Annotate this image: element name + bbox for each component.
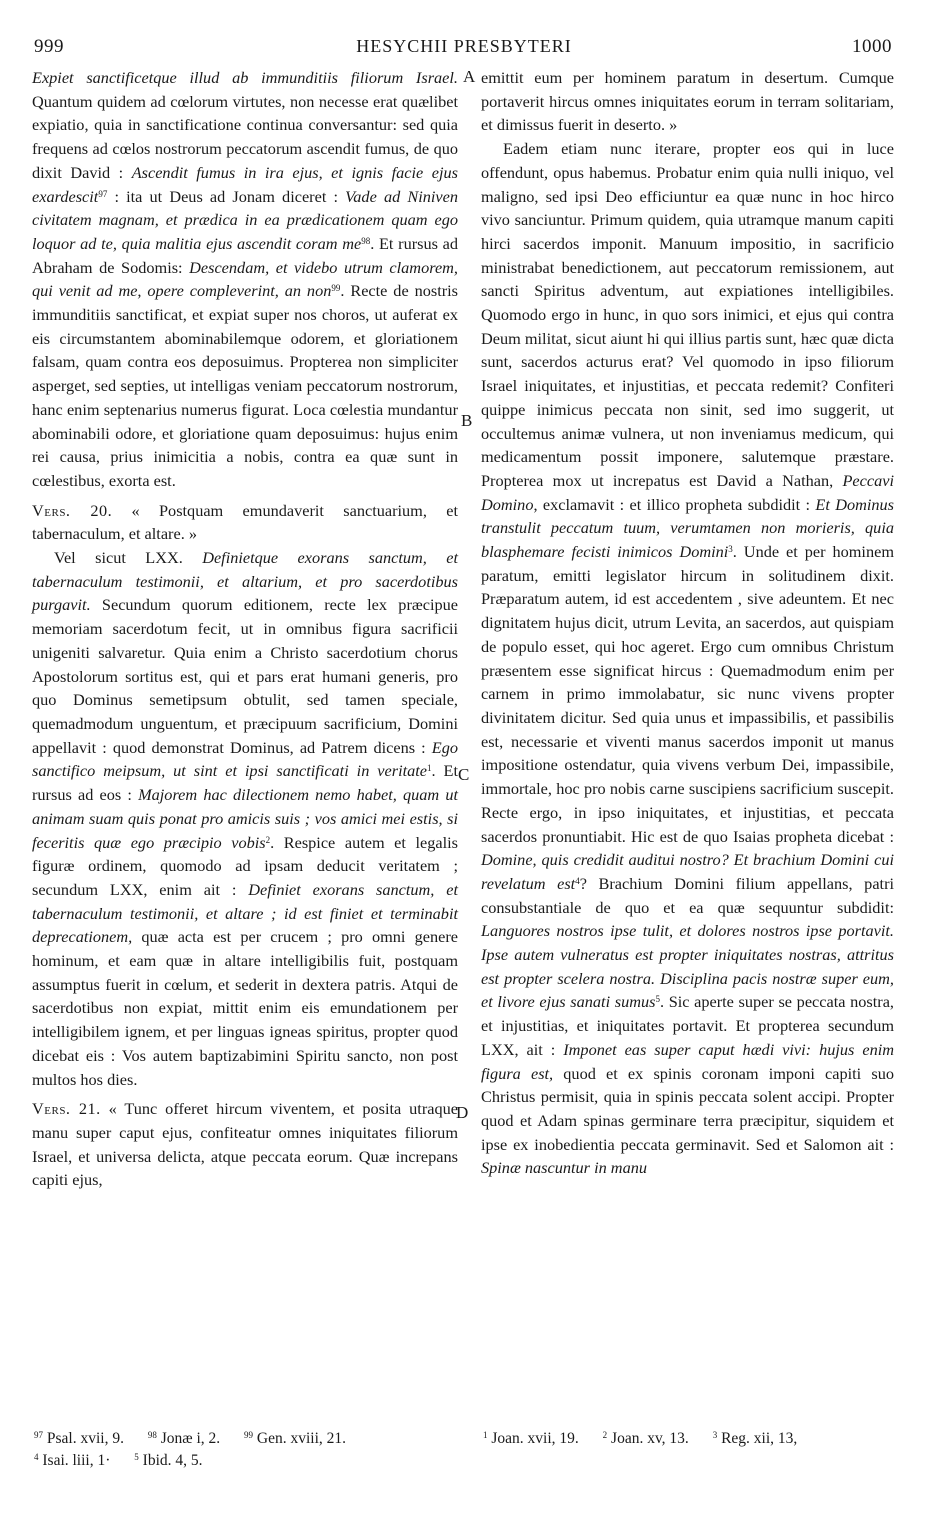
footnote-ref: 5 bbox=[655, 994, 660, 1005]
footnote bbox=[134, 1452, 212, 1469]
footnote bbox=[148, 1430, 230, 1447]
footnote-ref: 1 bbox=[427, 763, 432, 774]
text-run: Vel sicut LXX. bbox=[54, 548, 203, 568]
quotation: Spinæ nascuntur in manu bbox=[481, 1158, 647, 1178]
quotation: Domine, quis credidit auditui nostro? Et brachium Domini cui revelatum est bbox=[481, 850, 894, 893]
footnote bbox=[713, 1430, 808, 1447]
quotation: Descendam, et videbo utrum clamorem, qui venit ad me, opere compleverint, an non bbox=[32, 257, 458, 301]
footnote-mark: 2 bbox=[602, 1430, 608, 1440]
footnotes-right bbox=[483, 1428, 894, 1450]
quotation: Definiet exorans sanctum, et tabernaculum testimonii, et altare ; id est finiet et terminabit deprecationem, bbox=[32, 879, 459, 947]
footnote bbox=[603, 1430, 699, 1447]
margin-letter-a: A bbox=[463, 67, 476, 86]
footnote-mark: 5 bbox=[134, 1452, 139, 1462]
text-run: . Respice autem et legalis figuræ ordinem, quomodo ad ipsam deducit veritatem ; secundum LXX, enim ait : bbox=[32, 832, 458, 899]
footnote-line bbox=[34, 1450, 460, 1472]
text-run: . Recte de nostris immunditiis sanctificat, et expiat super nos choros, ut auferat ex eis circumstantem abominabilemque odorem, et gloriationem falsam, quam contra eos deposuimus. Propterea non simpliciter asperget, sed septies, ut intelligas veniam peccatorum nostrorum, hanc enim septenarius numerus figurat. Loca cœlestia mundantur abominabili odore, et gloriatione quam deposuimus: hujus enim rei causa, prius inimicitia a nobis, contra ea quæ sunt in cœlestibus, exorta est. bbox=[32, 281, 458, 490]
footnote-mark: 1 bbox=[483, 1430, 488, 1440]
footnote bbox=[244, 1430, 356, 1447]
footnote-mark: 3 bbox=[712, 1430, 718, 1440]
text-run: . Et rursus ad eos : bbox=[32, 761, 458, 805]
text-run: quod et ex spinis coronam imponi capiti suo Christus permisit, quia in spinis peccata solent accipi. Propter quod et Adam spinas germinare terra præcipitur, siquidem et ipse ex inobedientia peccata germinavit. Sed et Salomon ait : bbox=[481, 1063, 894, 1154]
verse-label: Vers. 21. bbox=[32, 1099, 101, 1119]
verse-text: « Tunc offeret hircum viventem, et posita utraque manu super caput ejus, confiteatur omnes iniquitates filiorum Israel, et universa delicta, atque peccata eorum. Quæ increpans capiti ejus, bbox=[32, 1099, 458, 1190]
quotation: Et Dominus transtulit peccatum tuum, verumtamen non morieris, quia blasphemare fecisti inimicos Domini bbox=[481, 494, 894, 562]
text-run: emittit eum per hominem paratum in desertum. Cumque portaverit hircus omnes iniquitates eorum in terram solitariam, et dimissus fuerit in deserto. » bbox=[481, 68, 894, 135]
footnote-ref: 97 bbox=[98, 188, 108, 199]
verse-label: Vers. 20. bbox=[32, 500, 113, 520]
footnote-text: Gen. xviii, 21. bbox=[256, 1430, 347, 1447]
margin-letter-c: C bbox=[458, 765, 470, 784]
margin-letter-d: D bbox=[456, 1103, 469, 1122]
text-run: Secundum quorum editionem, recte lex præcipue memoriam sacerdotum fecit, ut in omnibus figura sacrificii unigeniti salvaretur. Quia enim a Christo sacerdotium chorus Apostolorum sortitus est, qui et pars erat humani generis, pro quo Dominus semetipsum obtulit, sed tamen speciale, quemadmodum unguentum, et præcipuum sacrificium, Domini appellavit : quod demonstrat Dominus, ad Patrem dicens : bbox=[32, 595, 458, 757]
left-column bbox=[32, 66, 458, 1192]
right-column bbox=[481, 66, 894, 1180]
footnote-ref: 98 bbox=[361, 235, 371, 246]
text-run: : ita ut Deus ad Jonam diceret : bbox=[107, 186, 346, 206]
quotation: Imponet eas super caput hædi vivi: hujus enim figura est, bbox=[481, 1039, 894, 1083]
quotation: Languores nostros ipse tulit, et dolores nostros ipse portavit. Ipse autem vulneratus est propter iniquitates nostras, attritus est propter scelera nostra. Disciplina pacis nostræ super eum, et livore ejus sanati sumus bbox=[481, 921, 894, 1012]
footnote-text: Reg. xii, 13, bbox=[721, 1430, 798, 1447]
quotation: Definietque exorans sanctum, et tabernaculum testimonii, et altarium, et pro sacerdotibus purgavit. bbox=[32, 548, 458, 615]
verse-heading bbox=[32, 1097, 458, 1192]
footnote-text: Joan. xvii, 19. bbox=[491, 1430, 579, 1447]
footnote-ref: 99 bbox=[331, 283, 341, 294]
footnote bbox=[34, 1452, 120, 1469]
footnote-mark: 98 bbox=[147, 1430, 157, 1440]
footnotes-left bbox=[34, 1428, 460, 1472]
quotation: Peccavi Domino bbox=[481, 470, 894, 514]
text-run: . Et rursus ad Abraham de Sodomis: bbox=[32, 233, 458, 277]
paragraph bbox=[481, 137, 894, 1180]
footnote-ref: 3 bbox=[728, 544, 733, 555]
paragraph bbox=[481, 66, 894, 137]
footnote-mark: 97 bbox=[34, 1430, 43, 1440]
paragraph bbox=[32, 66, 458, 493]
text-run: . Unde et per hominem paratum, emitti legislator hircum in solitudinem dixit. Præparatum autem, id est accedentem , sive adeuntem. Et nec dignitatem hujus dicit, utrum Levita, an sacerdos, aut quispiam de populo esset, qui hoc ageret. Ergo cum omnibus Christum præsentem esse significat hircus : Quemadmodum enim per carnem in primo immolabatur, sic nunc vivens propter divinitatem dicitur. Sed quia unus et impassibilis, et passibilis est, necessarie et viventi manus sacerdos imponit ut manus impositione ostendatur, quia vivens verbum Dei, impassibile, immortale, hoc pro nobis carne suscipiens sacrificium suscepit. Recte ergo, in ipso iniquitates, et injustitias, et peccata sacerdos pronuntiabit. Hic est de quo Isaias propheta dicebat : bbox=[481, 542, 894, 846]
footnote bbox=[34, 1430, 134, 1447]
footnote-text: Isai. liii, 1· bbox=[42, 1452, 111, 1469]
footnote-line bbox=[483, 1428, 894, 1450]
page-number-right: 1000 bbox=[852, 36, 892, 57]
text-run: . Sic aperte super se peccata nostra, et injustitias, et iniquitates portavit. Et propterea secundum LXX, ait : bbox=[481, 992, 894, 1059]
paragraph bbox=[32, 546, 458, 1091]
footnote-mark: 99 bbox=[244, 1430, 254, 1440]
verse-heading bbox=[32, 499, 458, 546]
footnote-line bbox=[34, 1428, 460, 1450]
quotation: Expiet sanctificetque illud ab immunditiis filiorum Israel. bbox=[32, 68, 458, 87]
footnote-text: Joan. xv, 13. bbox=[611, 1430, 689, 1447]
footnote-text: Psal. xvii, 9. bbox=[46, 1430, 124, 1447]
page-number-left: 999 bbox=[34, 36, 64, 57]
text-run: Eadem etiam nunc iterare, propter eos qui in luce offendunt, opus habemus. Probatur enim quia nulli iniquo, vel maligno, sed ipsi Deo efficiuntur ea quæ nunc in hoc hirco vivo sanciuntur. Primum quidem, quia utramque manum capiti hirci sacerdos imponit. Manuum impositio, in sacrificio ministrabat benedictionem, aut peccatorum remissionem, aut sancti Spiritus adventum, aut expiationes intelligibiles. Quomodo ergo in hunc, in quo sors inimici, et ejus qui contra Deum militat, sicut aiunt hi qui illius partis sunt, hæc quæ dicta sunt, sacerdos acturus erat? Vel quomodo in ipso filiorum Israel iniquitates, et injustitias, et peccata redemit? Confiteri quippe inimicus peccata non sinit, sed imo suggerit, ut occultemus animæ vulnera, ut non inveniamus medicum, qui medicamentum possit imponere, salutemque præstare. Propterea mox ut increpatus est David a Nathan, bbox=[481, 139, 894, 490]
text-run: Quantum quidem ad cœlorum virtutes, non necesse erat quælibet expiatio, quia in sanctificatione continua conversantur: sed quia frequens ad cœlos nostrorum peccatorum ascendit fumus, de quo dixit David : bbox=[32, 91, 458, 182]
quotation: Ascendit fumus in ira ejus, et ignis facie ejus exardescit bbox=[32, 162, 459, 206]
text-run: quæ acta est per crucem ; pro omni genere hominum, et eam quæ in altare intelligibilis fuit, postquam assumptus fuerit in cœlum, et sederit in dextera patris. Atqui de sacerdotibus non expiat, mittit enim eis emundationem per intelligibilem ignem, et per linguas igneas spiritus, propter quod dicebat eis : Vos autem baptizabimini Spiritu sancto, non post multos hos dies. bbox=[32, 927, 458, 1089]
text-run: , exclamavit : et illico propheta subdidit : bbox=[533, 494, 816, 514]
footnote-text: Ibid. 4, 5. bbox=[142, 1452, 203, 1469]
running-title: HESYCHII PRESBYTERI bbox=[356, 36, 572, 56]
quotation: Vade ad Niniven civitatem magnam, et prædica in ea prædicationem quam ego loquor ad te, quia malitia ejus ascendit coram me bbox=[32, 186, 458, 253]
footnote bbox=[483, 1430, 589, 1447]
verse-text: « Postquam emundaverit sanctuarium, et tabernaculum, et altare. » bbox=[32, 500, 458, 544]
footnote-text: Jonæ i, 2. bbox=[160, 1430, 221, 1447]
footnote-ref: 4 bbox=[575, 875, 580, 886]
quotation: Ego sanctifico meipsum, ut sint et ipsi sanctificati in veritate bbox=[32, 737, 458, 781]
quotation: Majorem hac dilectionem nemo habet, quam ut animam suam quis ponat pro amicis suis ; vos amici mei estis, si feceritis quæ ego præcipio vobis bbox=[32, 785, 458, 852]
text-run: ? Brachium Domini filium appellans, patri consubstantiale de quo et ea quæ sequuntur subdidit: bbox=[481, 873, 895, 917]
footnote-ref: 2 bbox=[265, 834, 271, 845]
footnote-mark: 4 bbox=[34, 1452, 39, 1462]
margin-letter-b: B bbox=[461, 411, 473, 430]
